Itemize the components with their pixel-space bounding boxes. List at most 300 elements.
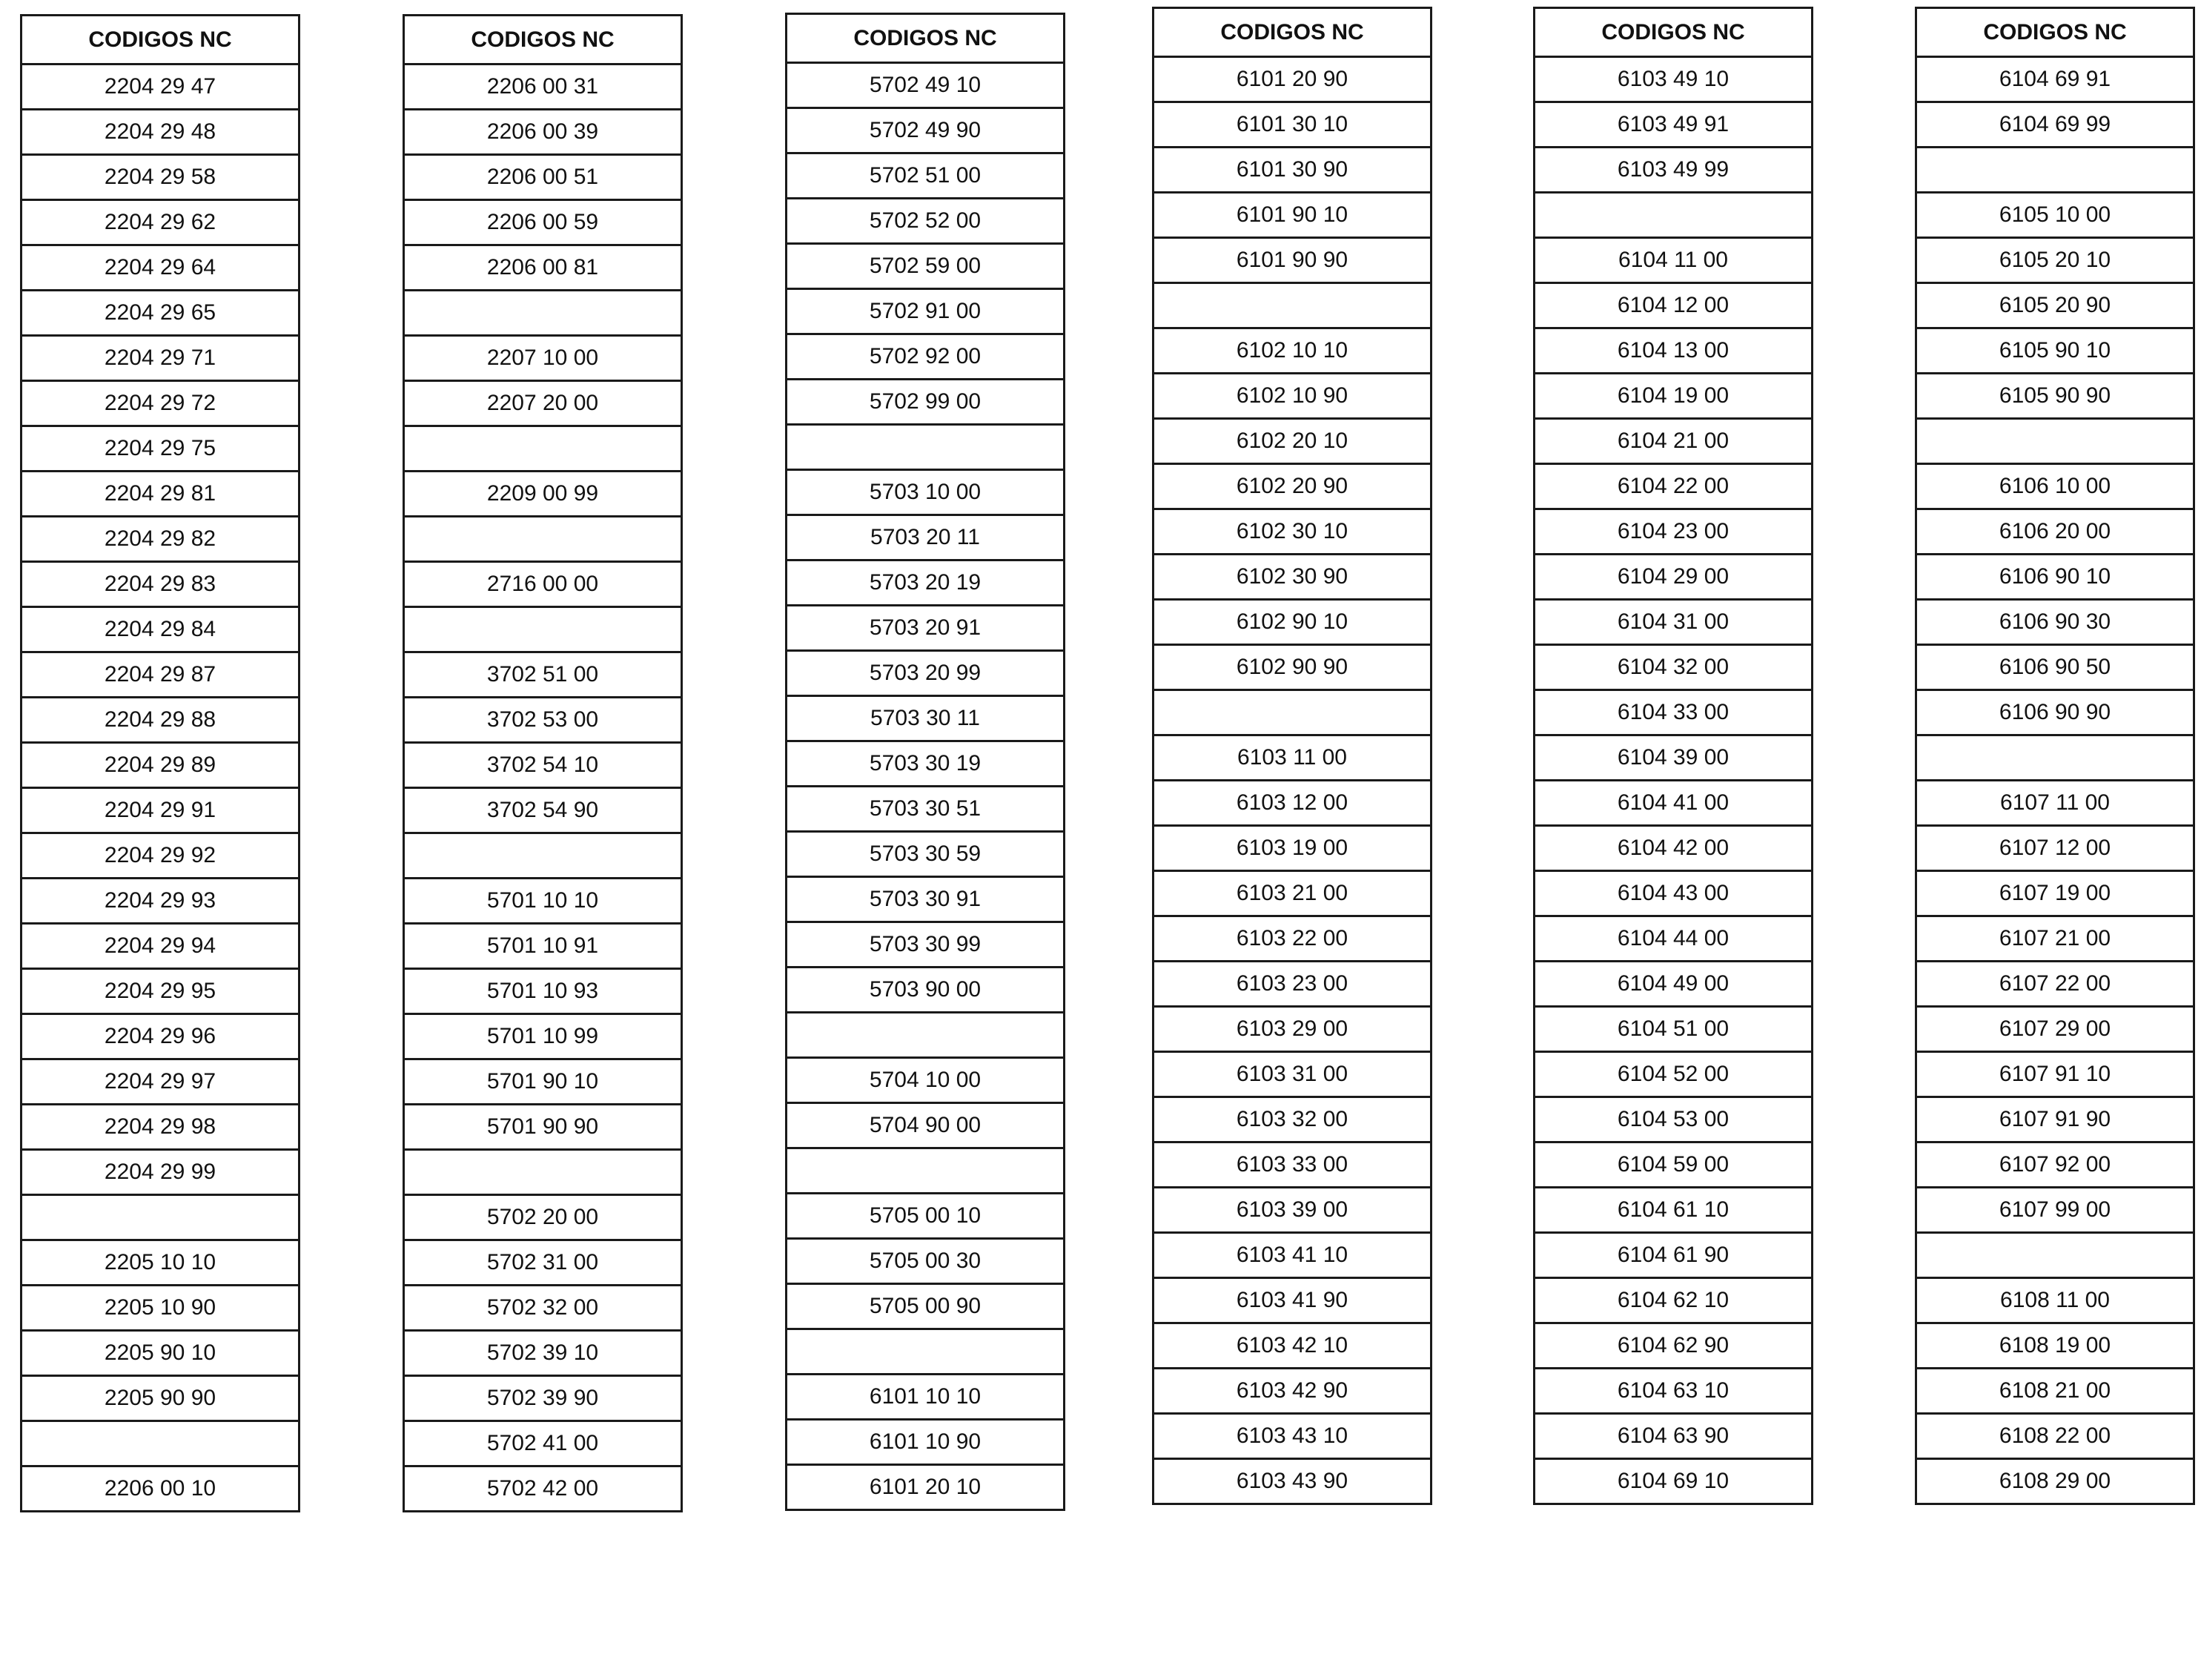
table-row — [1916, 464, 2194, 509]
code-cell: 5702 32 00 — [404, 1286, 682, 1331]
column-header: CODIGOS NC — [404, 16, 682, 65]
table-row — [1154, 1188, 1432, 1233]
table-row — [404, 65, 682, 110]
code-cell: 6104 12 00 — [1535, 283, 1813, 328]
code-cell — [787, 1148, 1065, 1194]
column-header: CODIGOS NC — [787, 14, 1065, 63]
table-row — [1535, 1369, 1813, 1414]
code-cell — [404, 426, 682, 472]
code-cell: 6101 10 10 — [787, 1375, 1065, 1420]
code-cell: 6102 30 90 — [1154, 555, 1432, 600]
column-header: CODIGOS NC — [1916, 8, 2194, 57]
table-row — [787, 741, 1065, 787]
table-row — [404, 517, 682, 562]
code-cell: 6104 29 00 — [1535, 555, 1813, 600]
table-row — [787, 696, 1065, 741]
table-row — [1154, 419, 1432, 464]
code-cell: 6103 22 00 — [1154, 916, 1432, 962]
code-cell: 6104 21 00 — [1535, 419, 1813, 464]
code-cell: 5701 10 93 — [404, 969, 682, 1014]
table-row — [1916, 328, 2194, 374]
table-row — [787, 380, 1065, 425]
table-row — [1916, 419, 2194, 464]
code-cell: 5701 90 10 — [404, 1059, 682, 1105]
table-row — [21, 245, 299, 291]
table-row — [404, 1059, 682, 1105]
column-header: CODIGOS NC — [1154, 8, 1432, 57]
code-cell: 6107 91 90 — [1916, 1097, 2194, 1142]
table-row — [1154, 735, 1432, 781]
table-row — [787, 244, 1065, 289]
code-cell: 2206 00 59 — [404, 200, 682, 245]
code-cell — [404, 607, 682, 652]
table-row — [404, 698, 682, 743]
table-row — [1916, 1142, 2194, 1188]
table-row — [1916, 57, 2194, 102]
code-cell: 6104 13 00 — [1535, 328, 1813, 374]
code-cell: 2204 29 65 — [21, 291, 299, 336]
code-table-4 — [1152, 7, 1432, 1505]
code-cell: 6107 99 00 — [1916, 1188, 2194, 1233]
code-cell: 6103 49 91 — [1535, 102, 1813, 148]
code-cell: 5702 31 00 — [404, 1240, 682, 1286]
code-cell: 6101 30 10 — [1154, 102, 1432, 148]
table-row — [21, 1195, 299, 1240]
code-cell: 6106 90 10 — [1916, 555, 2194, 600]
table-row — [404, 1466, 682, 1512]
code-cell: 6102 10 90 — [1154, 374, 1432, 419]
code-cell: 5702 99 00 — [787, 380, 1065, 425]
table-row — [404, 291, 682, 336]
table-row — [21, 1240, 299, 1286]
table-row — [787, 1375, 1065, 1420]
code-cell: 5703 20 19 — [787, 560, 1065, 606]
table-row — [787, 153, 1065, 199]
table-row — [404, 472, 682, 517]
table-row — [1154, 871, 1432, 916]
code-cell: 6107 91 10 — [1916, 1052, 2194, 1097]
code-cell: 6104 61 90 — [1535, 1233, 1813, 1278]
table-row — [1535, 238, 1813, 283]
table-row — [1535, 509, 1813, 555]
code-cell: 2204 29 91 — [21, 788, 299, 833]
code-cell: 5704 90 00 — [787, 1103, 1065, 1148]
code-cell: 6104 59 00 — [1535, 1142, 1813, 1188]
table-row — [1154, 1323, 1432, 1369]
code-cell: 3702 53 00 — [404, 698, 682, 743]
table-row — [1916, 374, 2194, 419]
table-row — [1154, 781, 1432, 826]
code-cell: 5702 92 00 — [787, 334, 1065, 380]
table-row — [1535, 1233, 1813, 1278]
code-cell: 6107 21 00 — [1916, 916, 2194, 962]
code-cell: 2204 29 87 — [21, 652, 299, 698]
code-cell: 5702 20 00 — [404, 1195, 682, 1240]
table-row — [1535, 328, 1813, 374]
table-row — [21, 472, 299, 517]
code-cell: 6104 52 00 — [1535, 1052, 1813, 1097]
code-cell — [1154, 690, 1432, 735]
table-row — [1535, 464, 1813, 509]
code-cell: 5703 20 11 — [787, 515, 1065, 560]
code-cell — [787, 425, 1065, 470]
code-cell — [404, 291, 682, 336]
table-row — [21, 788, 299, 833]
code-cell: 6104 61 10 — [1535, 1188, 1813, 1233]
code-cell: 6101 20 90 — [1154, 57, 1432, 102]
table-row — [21, 969, 299, 1014]
code-table-2 — [403, 14, 683, 1512]
table-row — [1154, 1052, 1432, 1097]
table-row — [1535, 148, 1813, 193]
code-cell: 6104 11 00 — [1535, 238, 1813, 283]
code-cell: 5702 49 10 — [787, 63, 1065, 108]
table-row — [1916, 916, 2194, 962]
table-row — [1916, 1007, 2194, 1052]
table-row — [1535, 102, 1813, 148]
table-row — [1154, 102, 1432, 148]
code-cell: 2204 29 97 — [21, 1059, 299, 1105]
table-row — [787, 968, 1065, 1013]
code-cell: 5703 20 99 — [787, 651, 1065, 696]
table-row — [1154, 1007, 1432, 1052]
code-cell: 6103 19 00 — [1154, 826, 1432, 871]
code-cell: 6107 29 00 — [1916, 1007, 2194, 1052]
code-cell — [404, 1150, 682, 1195]
table-row — [787, 1329, 1065, 1375]
table-row — [404, 381, 682, 426]
table-row — [1154, 1233, 1432, 1278]
code-cell: 6108 19 00 — [1916, 1323, 2194, 1369]
table-row — [1916, 1278, 2194, 1323]
table-row — [1535, 1278, 1813, 1323]
table-row — [1916, 1097, 2194, 1142]
table-row — [1154, 238, 1432, 283]
code-cell: 6101 90 90 — [1154, 238, 1432, 283]
table-row — [1916, 735, 2194, 781]
table-row — [1916, 1459, 2194, 1504]
table-row — [1154, 1142, 1432, 1188]
code-cell: 6104 23 00 — [1535, 509, 1813, 555]
code-cell: 6104 69 99 — [1916, 102, 2194, 148]
table-row — [1535, 1323, 1813, 1369]
code-cell: 2204 29 58 — [21, 155, 299, 200]
table-row — [1916, 1052, 2194, 1097]
code-cell: 6108 22 00 — [1916, 1414, 2194, 1459]
table-row — [787, 560, 1065, 606]
table-row — [1916, 1188, 2194, 1233]
table-row — [21, 879, 299, 924]
table-row — [21, 155, 299, 200]
code-cell: 2206 00 51 — [404, 155, 682, 200]
code-cell: 6103 42 90 — [1154, 1369, 1432, 1414]
table-row — [1154, 148, 1432, 193]
code-cell: 2204 29 92 — [21, 833, 299, 879]
table-row — [1154, 57, 1432, 102]
code-cell: 5702 41 00 — [404, 1421, 682, 1466]
code-cell: 5704 10 00 — [787, 1058, 1065, 1103]
code-cell: 6103 43 90 — [1154, 1459, 1432, 1504]
table-row — [21, 924, 299, 969]
table-row — [1154, 600, 1432, 645]
table-row — [21, 336, 299, 381]
table-row — [787, 470, 1065, 515]
table-row — [21, 1466, 299, 1512]
code-cell: 6103 43 10 — [1154, 1414, 1432, 1459]
code-cell: 5703 10 00 — [787, 470, 1065, 515]
code-cell: 6101 20 10 — [787, 1465, 1065, 1510]
code-cell: 6103 23 00 — [1154, 962, 1432, 1007]
table-row — [787, 334, 1065, 380]
code-cell: 6104 22 00 — [1535, 464, 1813, 509]
code-cell: 6104 43 00 — [1535, 871, 1813, 916]
table-row — [21, 200, 299, 245]
code-cell: 6104 62 90 — [1535, 1323, 1813, 1369]
code-cell: 6102 30 10 — [1154, 509, 1432, 555]
table-row — [1916, 283, 2194, 328]
table-row — [787, 63, 1065, 108]
table-row — [1916, 102, 2194, 148]
table-row — [21, 426, 299, 472]
code-cell: 6106 20 00 — [1916, 509, 2194, 555]
code-cell: 6104 51 00 — [1535, 1007, 1813, 1052]
table-row — [404, 652, 682, 698]
table-row — [21, 1150, 299, 1195]
table-row — [1535, 826, 1813, 871]
table-row — [404, 200, 682, 245]
code-cell: 2204 29 89 — [21, 743, 299, 788]
table-row — [1154, 193, 1432, 238]
table-row — [1535, 193, 1813, 238]
code-cell: 2204 29 96 — [21, 1014, 299, 1059]
code-cell: 2204 29 84 — [21, 607, 299, 652]
code-cell: 5703 30 51 — [787, 787, 1065, 832]
table-row — [787, 289, 1065, 334]
code-cell: 6106 10 00 — [1916, 464, 2194, 509]
table-row — [787, 832, 1065, 877]
code-cell — [1916, 735, 2194, 781]
table-row — [1916, 509, 2194, 555]
table-row — [1535, 374, 1813, 419]
table-row — [1535, 1007, 1813, 1052]
code-cell: 6103 39 00 — [1154, 1188, 1432, 1233]
table-row — [1535, 57, 1813, 102]
table-row — [21, 291, 299, 336]
table-row — [1535, 1097, 1813, 1142]
code-cell: 6107 22 00 — [1916, 962, 2194, 1007]
code-cell: 2205 10 90 — [21, 1286, 299, 1331]
table-row — [21, 743, 299, 788]
code-cell: 6102 20 10 — [1154, 419, 1432, 464]
table-row — [787, 877, 1065, 922]
table-row — [404, 607, 682, 652]
table-row — [787, 606, 1065, 651]
table-row — [404, 879, 682, 924]
code-cell: 6103 12 00 — [1154, 781, 1432, 826]
table-row — [787, 425, 1065, 470]
table-row — [787, 1058, 1065, 1103]
code-cell: 5703 30 19 — [787, 741, 1065, 787]
code-cell: 5701 90 90 — [404, 1105, 682, 1150]
code-cell: 5701 10 10 — [404, 879, 682, 924]
table-row — [787, 922, 1065, 968]
table-row — [1535, 1459, 1813, 1504]
code-cell: 2204 29 75 — [21, 426, 299, 472]
code-cell: 2204 29 93 — [21, 879, 299, 924]
table-row — [787, 1148, 1065, 1194]
table-row — [21, 1105, 299, 1150]
code-cell: 6102 90 90 — [1154, 645, 1432, 690]
table-row — [1916, 238, 2194, 283]
code-cell: 2204 29 47 — [21, 65, 299, 110]
code-cell: 6102 90 10 — [1154, 600, 1432, 645]
code-cell: 6103 42 10 — [1154, 1323, 1432, 1369]
code-cell: 2207 20 00 — [404, 381, 682, 426]
code-cell: 5702 51 00 — [787, 153, 1065, 199]
code-cell: 6104 44 00 — [1535, 916, 1813, 962]
table-row — [404, 1421, 682, 1466]
table-row — [404, 155, 682, 200]
table-row — [404, 110, 682, 155]
table-row — [1916, 690, 2194, 735]
table-row — [1535, 1142, 1813, 1188]
table-row — [1154, 1097, 1432, 1142]
table-row — [21, 1421, 299, 1466]
code-cell — [1916, 1233, 2194, 1278]
column-header: CODIGOS NC — [21, 16, 299, 65]
table-row — [1154, 1369, 1432, 1414]
table-row — [21, 381, 299, 426]
table-row — [1154, 555, 1432, 600]
code-cell — [404, 833, 682, 879]
code-cell: 5702 39 90 — [404, 1376, 682, 1421]
table-row — [1154, 826, 1432, 871]
table-row — [1535, 600, 1813, 645]
code-cell: 2205 90 10 — [21, 1331, 299, 1376]
code-cell: 2716 00 00 — [404, 562, 682, 607]
table-row — [1535, 419, 1813, 464]
code-cell: 2209 00 99 — [404, 472, 682, 517]
table-row — [404, 1331, 682, 1376]
code-cell: 6104 69 91 — [1916, 57, 2194, 102]
code-cell: 6104 31 00 — [1535, 600, 1813, 645]
code-cell: 6101 90 10 — [1154, 193, 1432, 238]
code-cell: 2206 00 31 — [404, 65, 682, 110]
table-row — [1916, 781, 2194, 826]
code-cell: 6105 10 00 — [1916, 193, 2194, 238]
code-cell: 5703 30 99 — [787, 922, 1065, 968]
code-cell: 6103 31 00 — [1154, 1052, 1432, 1097]
table-row — [21, 833, 299, 879]
code-table-6 — [1915, 7, 2195, 1505]
table-row — [787, 1239, 1065, 1284]
code-table-5 — [1533, 7, 1813, 1505]
table-row — [1535, 1414, 1813, 1459]
table-row — [1154, 509, 1432, 555]
table-row — [404, 924, 682, 969]
code-cell: 2204 29 98 — [21, 1105, 299, 1150]
code-cell: 2204 29 83 — [21, 562, 299, 607]
table-row — [21, 65, 299, 110]
code-table-1 — [20, 14, 300, 1512]
table-row — [787, 1420, 1065, 1465]
code-cell: 6103 32 00 — [1154, 1097, 1432, 1142]
table-row — [1154, 645, 1432, 690]
code-cell: 5701 10 91 — [404, 924, 682, 969]
code-cell: 6104 19 00 — [1535, 374, 1813, 419]
table-row — [1916, 645, 2194, 690]
table-row — [1535, 735, 1813, 781]
table-row — [1916, 1369, 2194, 1414]
table-row — [404, 426, 682, 472]
table-row — [1535, 283, 1813, 328]
code-cell: 2207 10 00 — [404, 336, 682, 381]
code-cell: 6104 49 00 — [1535, 962, 1813, 1007]
table-row — [404, 1240, 682, 1286]
code-cell: 6105 20 90 — [1916, 283, 2194, 328]
code-cell: 5702 91 00 — [787, 289, 1065, 334]
table-row — [1916, 600, 2194, 645]
code-cell: 5703 20 91 — [787, 606, 1065, 651]
table-row — [1154, 916, 1432, 962]
table-row — [787, 787, 1065, 832]
table-row — [787, 651, 1065, 696]
code-cell: 5702 42 00 — [404, 1466, 682, 1512]
code-cell: 6105 90 10 — [1916, 328, 2194, 374]
code-cell: 2205 10 10 — [21, 1240, 299, 1286]
code-cell — [404, 517, 682, 562]
code-cell: 6103 49 10 — [1535, 57, 1813, 102]
code-cell: 5702 39 10 — [404, 1331, 682, 1376]
code-cell: 6102 20 90 — [1154, 464, 1432, 509]
code-cell: 2204 29 48 — [21, 110, 299, 155]
code-cell: 5705 00 10 — [787, 1194, 1065, 1239]
table-row — [1916, 193, 2194, 238]
column-header: CODIGOS NC — [1535, 8, 1813, 57]
code-cell: 5703 90 00 — [787, 968, 1065, 1013]
code-cell: 2204 29 94 — [21, 924, 299, 969]
table-row — [787, 1284, 1065, 1329]
code-cell: 6103 33 00 — [1154, 1142, 1432, 1188]
table-row — [1535, 645, 1813, 690]
code-cell: 6107 92 00 — [1916, 1142, 2194, 1188]
code-table-3 — [785, 13, 1065, 1511]
code-cell: 6104 41 00 — [1535, 781, 1813, 826]
code-cell: 6104 39 00 — [1535, 735, 1813, 781]
table-row — [21, 562, 299, 607]
table-row — [787, 108, 1065, 153]
table-row — [1154, 962, 1432, 1007]
table-row — [21, 607, 299, 652]
code-cell: 6103 21 00 — [1154, 871, 1432, 916]
code-cell: 3702 54 10 — [404, 743, 682, 788]
table-row — [404, 336, 682, 381]
code-cell — [787, 1013, 1065, 1058]
code-cell: 2206 00 39 — [404, 110, 682, 155]
code-cell: 6105 90 90 — [1916, 374, 2194, 419]
table-row — [1154, 1414, 1432, 1459]
code-cell: 2205 90 90 — [21, 1376, 299, 1421]
table-row — [1916, 871, 2194, 916]
table-row — [404, 1150, 682, 1195]
table-row — [1535, 781, 1813, 826]
table-row — [21, 1059, 299, 1105]
code-cell: 6105 20 10 — [1916, 238, 2194, 283]
code-cell: 6104 63 90 — [1535, 1414, 1813, 1459]
code-cell: 6103 41 10 — [1154, 1233, 1432, 1278]
table-row — [1916, 962, 2194, 1007]
table-row — [404, 1286, 682, 1331]
